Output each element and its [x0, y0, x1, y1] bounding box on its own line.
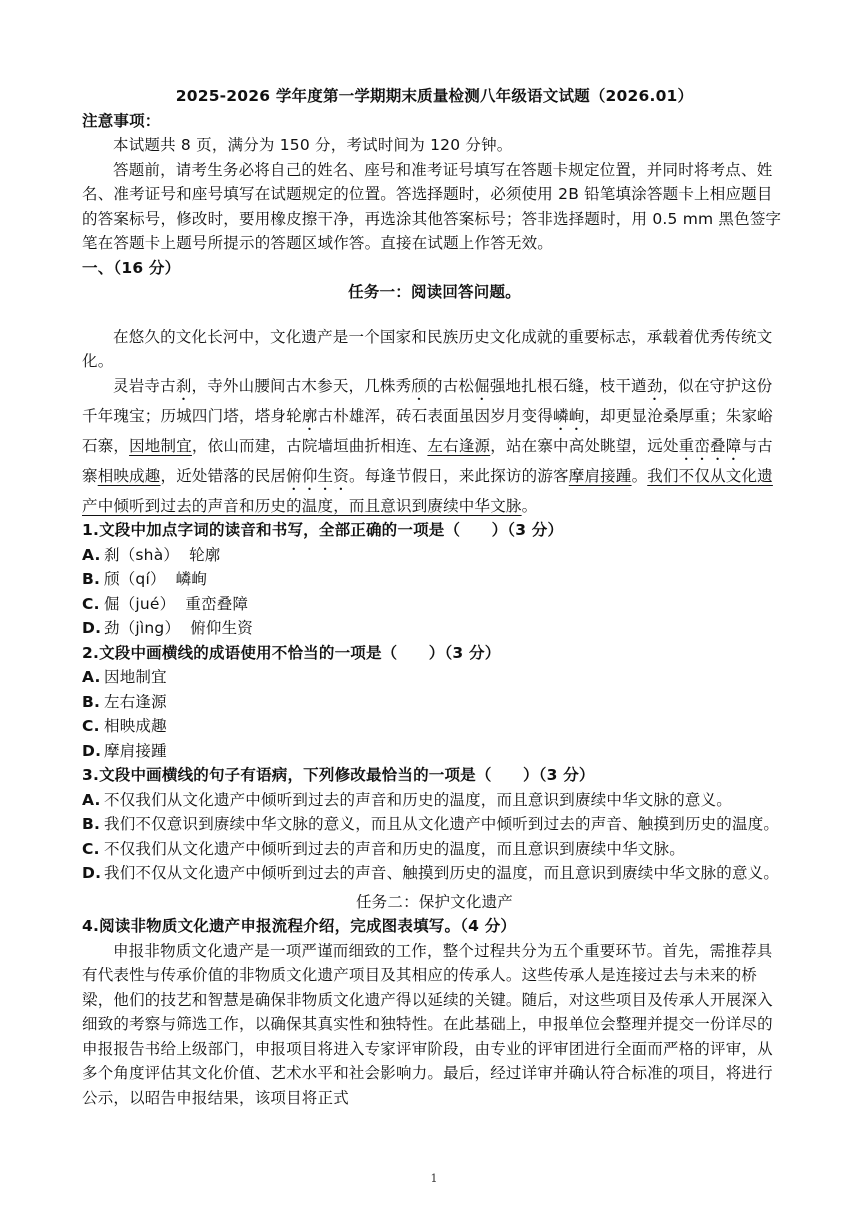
option-text: 嶙峋 [175, 570, 208, 588]
dotted-char: 颀 [411, 376, 428, 395]
option-letter: B. [82, 692, 101, 711]
page-content [82, 84, 787, 1110]
task-2-heading: 任务二：保护文化遗产 [355, 892, 513, 911]
passage-paragraph-1: 在悠久的文化长河中，文化遗产是一个国家和民族历史文化成就的重要标志，承载着优秀传统文化。 [82, 327, 773, 370]
option-letter: A. [82, 790, 101, 809]
notice-item-1: 本试题共 8 页，满分为 150 分，考试时间为 120 分钟。 [113, 136, 513, 154]
option-letter: C. [82, 717, 100, 735]
dotted-char: 廓 [301, 406, 318, 425]
passage-paragraph-2: 灵岩寺古刹，寺外山腰间古木参天，几株秀颀的古松倔强地扎根石缝，枝干遒劲，似在守护这份千年瑰宝；历城四门塔，塔身轮廓古朴雄浑，砖石表面虽因岁月变得嶙峋，却更显沧桑厚重；朱家峪石寨，因地制宜，依山而建，古院墙垣曲折相连、左右逢源，站在寨中高处眺望，远处重峦叠障与古寨相映成趣，近处错落的民居俯仰生资。每逢节假日，来此探访的游客摩肩接踵。我们不仅从文化遗产中倾听到过去的声音和历史的温度，而且意识到赓续中华文脉。 [82, 376, 773, 515]
question-1-stem: 1.文段中加点字词的读音和书写，全部正确的一项是（ ）（3 分） [82, 521, 564, 539]
dotted-word: 嶙峋 [553, 406, 585, 425]
option-letter: C. [82, 839, 100, 858]
section-1-heading: 一、（16 分） [82, 258, 181, 277]
dotted-word: 俯仰生资 [286, 466, 349, 485]
passage-text: 灵岩寺古 [113, 376, 176, 395]
option-letter: D. [82, 741, 102, 760]
passage-text: ，寺外山腰间古木参天，几株秀 [191, 376, 412, 395]
page-number: 1 [430, 1172, 438, 1185]
dotted-char: 倔 [474, 376, 490, 395]
question-3-stem: 3.文段中画横线的句子有语病，下列修改最恰当的一项是（ ）（3 分） [82, 766, 595, 784]
question-4-stem: 4.阅读非物质文化遗产申报流程介绍，完成图表填写。（4 分） [82, 917, 517, 935]
passage-text: ，依山而建，古院墙垣曲折相连、 [191, 436, 428, 455]
option-letter: D. [82, 619, 102, 637]
option-text: 轮廓 [189, 545, 221, 564]
underlined-sentence: 我们不仅从文化遗产中倾听到过去的声音和历史的温度，而且意识到赓续中华文脉 [82, 466, 773, 515]
option-text: 重峦叠障 [185, 594, 249, 613]
passage-text: ，却更显沧桑厚重；朱家峪石寨， [82, 406, 773, 455]
option-letter: D. [82, 864, 102, 882]
option-text: 不仅我们从文化遗产中倾听到过去的声音和历史的温度，而且意识到赓续中华文脉。 [104, 839, 685, 858]
option-text: 我们不仅从文化遗产中倾听到过去的声音、触摸到历史的温度，而且意识到赓续中华文脉的意义。 [104, 864, 780, 882]
option-letter: A. [82, 668, 101, 686]
option-letter: A. [82, 545, 101, 564]
question-1-option-d [82, 616, 787, 641]
underlined-idiom: 因地制宜 [129, 436, 192, 455]
dotted-char: 刹 [175, 376, 192, 395]
exam-title: 2025-2026 学年度第一学期期末质量检测八年级语文试题（2026.01） [175, 87, 694, 105]
option-text: 劲（jìng） [104, 619, 181, 637]
option-text: 我们不仅意识到赓续中华文脉的意义，而且从文化遗产中倾听到过去的声音、触摸到历史的温度。 [104, 815, 780, 833]
question-2-option-c [82, 714, 787, 739]
passage-text: 强地扎根石缝，枝干遒 [489, 376, 647, 395]
option-text: 俯仰生资 [190, 619, 253, 637]
passage-text: ，似在守护这份千年瑰宝；历城四门塔，塔身轮 [82, 376, 773, 425]
question-4-passage: 申报非物质文化遗产是一项严谨而细致的工作，整个过程共分为五个重要环节。首先，需推荐具有代表性与传承价值的非物质文化遗产项目及其相应的传承人。这些传承人是连接过去与未来的桥梁，他们的技艺和智慧是确保非物质文化遗产得以延续的关键。随后，对这些项目及传承人开展深入细致的考察与筛选工作，以确保其真实性和独特性。在此基础上，申报单位会整理并提交一份详尽的申报报告书给上级部门，申报项目将进入专家评审阶段，由专业的评审团进行全面而严格的评审，从多个角度评估其文化价值、艺术水平和社会影响力。最后，经过详审并确认符合标准的项目，将进行公示，以昭告申报结果，该项目将正式 [82, 941, 773, 1107]
question-3-option-a [82, 788, 787, 813]
question-1-option-b [82, 567, 787, 592]
question-2-option-d [82, 739, 787, 764]
passage-text: 的古松 [427, 376, 475, 395]
question-3-option-d [82, 861, 787, 886]
question-2-option-b [82, 690, 787, 715]
question-2-option-a [82, 665, 787, 690]
option-letter: C. [82, 594, 100, 613]
option-letter: B. [82, 570, 101, 588]
underlined-idiom: 摩肩接踵 [568, 466, 632, 485]
underlined-idiom: 左右逢源 [427, 436, 491, 455]
question-1-option-c [82, 592, 787, 617]
underlined-idiom: 相映成趣 [97, 466, 161, 485]
notice-item-2: 答题前，请考生务必将自己的姓名、座号和准考证号填写在答题卡规定位置，并同时将考点、姓名、准考证号和座号填写在试题规定的位置。答选择题时，必须使用 2B 铅笔填涂答题卡上相应题目的答案标号，修改时，要用橡皮擦干净，再选涂其他答案标号；答非选择题时，用 0.5 mm 黑色签字笔在答题卡上题号所提示的答题区域作答。直接在试题上作答无效。 [82, 160, 782, 252]
question-3-option-b [82, 812, 787, 837]
passage-text: ，近处错落的民居 [160, 466, 287, 485]
option-text: 倔（jué） [104, 594, 176, 613]
option-text: 颀（qí） [104, 570, 166, 588]
notice-heading: 注意事项： [82, 111, 161, 130]
option-text: 不仅我们从文化遗产中倾听到过去的声音和历史的温度，而且意识到赓续中华文脉的意义。 [104, 790, 733, 809]
question-1-option-a [82, 543, 787, 568]
option-text: 因地制宜 [104, 668, 167, 686]
passage-text: 。每逢节假日，来此探访的游客 [348, 466, 569, 485]
option-text: 相映成趣 [104, 717, 167, 735]
option-text: 刹（shà） [104, 545, 180, 564]
question-2-stem: 2.文段中画横线的成语使用不恰当的一项是（ ）（3 分） [82, 643, 501, 662]
passage-text: 与古寨 [82, 436, 773, 485]
dotted-word: 重峦叠障 [678, 436, 742, 455]
passage-text: ，站在寨中高处眺望，远处 [490, 436, 679, 455]
task-1-heading: 任务一：阅读回答问题。 [348, 283, 521, 301]
dotted-char: 劲 [646, 376, 663, 395]
passage-text: 。 [631, 466, 648, 485]
spacer [82, 305, 787, 325]
question-3-option-c [82, 837, 787, 862]
option-text: 左右逢源 [104, 692, 167, 711]
option-letter: B. [82, 815, 101, 833]
passage-text: 古朴雄浑，砖石表面虽因岁月变得 [317, 406, 554, 425]
option-text: 摩肩接踵 [104, 741, 167, 760]
